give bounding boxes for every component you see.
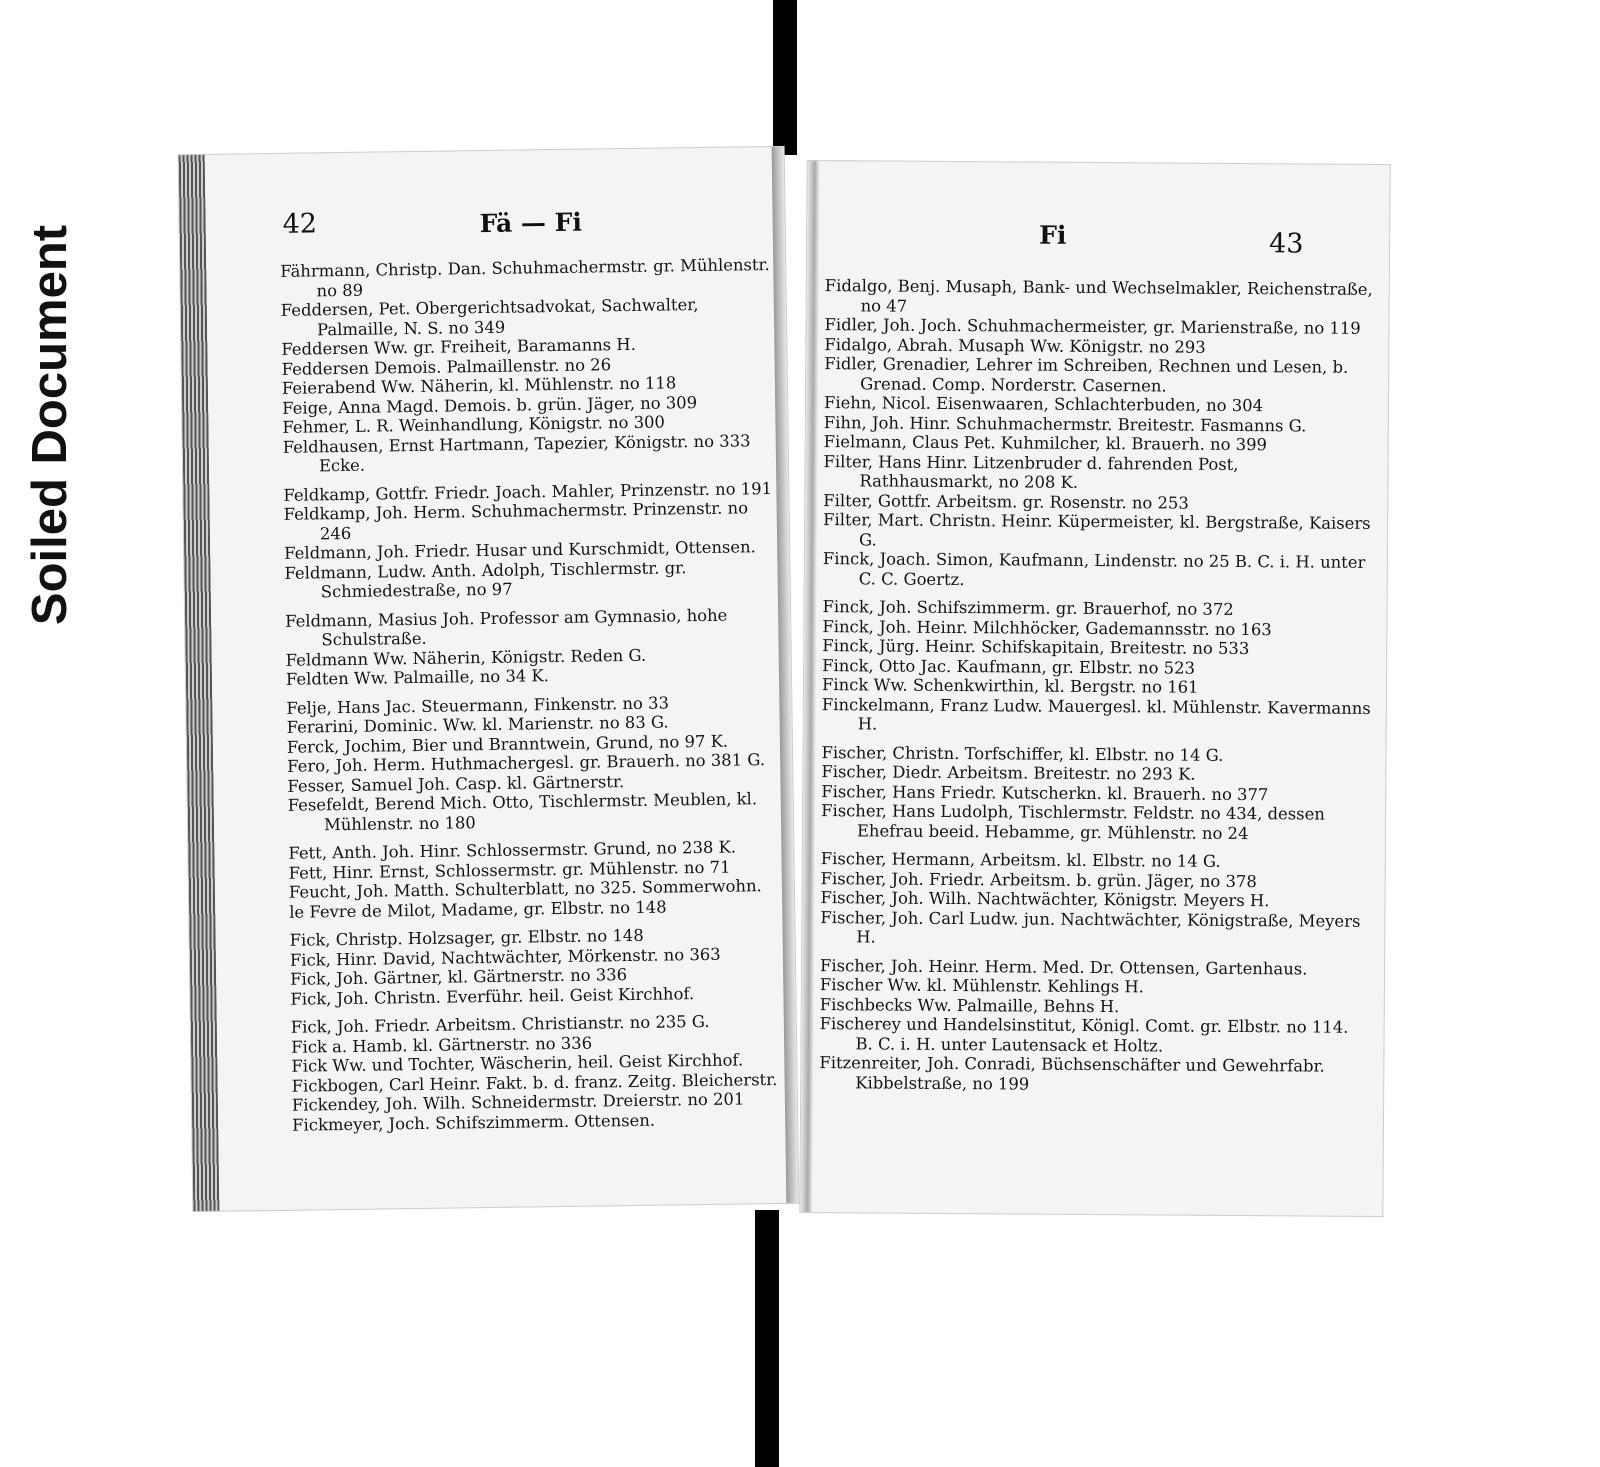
directory-entry: Finck Ww. Schenkwirthin, kl. Bergstr. no 161 [821,675,1199,697]
directory-entry: Feldten Ww. Palmaille, no 34 K. [285,666,550,689]
directory-entry: Fick, Joh. Friedr. Arbeitsm. Christianstr. no 235 G. [290,1011,710,1037]
directory-entry: Felje, Hans Jac. Steuermann, Finkenstr. no 33 [286,692,670,718]
directory-entry: Fitzenreiter, Joh. Conradi, Büchsenschäfter und Gewehrfabr. Kibbelstraße, no 199 [819,1053,1325,1094]
page-number: 43 [1269,228,1304,260]
directory-entry: Finck, Joach. Simon, Kaufmann, Lindenstr. no 25 B. C. i. H. unter C. C. Goertz. [822,549,1366,589]
right-page [800,161,1389,1216]
directory-entry: le Fevre de Milot, Madame, gr. Elbstr. no 148 [289,897,667,922]
directory-entry: Finck, Joh. Heinr. Milchhöcker, Gademannsstr. no 163 [822,616,1272,639]
directory-entry: Fickbogen, Carl Heinr. Fakt. b. d. franz. Zeitg. Bleicherstr. [291,1069,778,1096]
entry-list [280,255,787,1135]
directory-entry: Fickendey, Joh. Wilh. Schneidermstr. Dreierstr. no 201 [291,1089,745,1115]
directory-entry: Fischer, Joh. Friedr. Arbeitsm. b. grün. Jäger, no 378 [820,868,1257,891]
directory-entry: Feige, Anna Magd. Demois. b. grün. Jäger, no 309 [282,392,698,418]
directory-entry: Fischer, Hans Friedr. Kutscherkn. kl. Brauerh. no 377 [821,781,1269,804]
directory-entry: Fischer, Joh. Heinr. Herm. Med. Dr. Ottensen, Gartenhaus. [819,955,1308,978]
directory-entry: Fischbecks Ww. Palmaille, Behns H. [819,994,1120,1016]
directory-entry: Feldkamp, Gottfr. Friedr. Joach. Mahler, Prinzenstr. no 191 [283,478,773,505]
running-head: Fi [1039,220,1067,250]
directory-entry: Feldmann, Masius Joh. Professor am Gymnasio, hohe Schulstraße. [285,605,728,650]
directory-entry: Fick a. Hamb. kl. Gärtnerstr. no 336 [290,1033,593,1057]
directory-entry: Feldmann Ww. Näherin, Königstr. Reden G. [285,645,647,670]
directory-entry: Fischerey und Handelsinstitut, Königl. Comt. gr. Elbstr. no 114. B. C. i. H. unter Lautensack et Holtz. [819,1014,1349,1055]
directory-entry: Finck, Jürg. Heinr. Schifskapitain, Breitestr. no 533 [822,636,1250,659]
directory-entry: Finck, Joh. Schifszimmerm. gr. Brauerhof, no 372 [822,597,1234,619]
directory-entry: Fischer, Joh. Carl Ludw. jun. Nachtwächter, Königstraße, Meyers H. [820,907,1361,947]
directory-entry: Fielmann, Claus Pet. Kuhmilcher, kl. Brauerh. no 399 [823,432,1268,455]
directory-entry: Feldhausen, Ernst Hartmann, Tapezier, Königstr. no 333 Ecke. [282,430,751,476]
directory-entry: Fischer, Diedr. Arbeitsm. Breitestr. no 293 K. [821,762,1196,784]
directory-entry: Fett, Anth. Joh. Hinr. Schlossermstr. Grund, no 238 K. [288,837,737,863]
directory-entry: Fährmann, Christp. Dan. Schuhmachermstr. gr. Mühlenstr. no 89 [280,255,770,300]
directory-entry: Fidler, Grenadier, Lehrer im Schreiben, Rechnen und Lesen, b. Grenad. Comp. Norderstr. Casernen. [824,354,1349,395]
directory-entry: Filter, Mart. Christn. Heinr. Küpermeister, kl. Bergstraße, Kaisers G. [823,510,1371,549]
directory-entry: Fiehn, Nicol. Eisenwaaren, Schlachterbuden, no 304 [823,393,1264,416]
directory-entry: Fett, Hinr. Ernst, Schlossermstr. gr. Mühlenstr. no 71 [288,857,731,883]
directory-entry: Feierabend Ww. Näherin, kl. Mühlenstr. no 118 [281,373,677,398]
gutter-shadow [800,161,819,1212]
soiled-document-label: Soiled Document [23,224,77,626]
directory-entry: Feddersen Ww. gr. Freiheit, Baramanns H. [281,334,636,359]
directory-entry: Fehmer, L. R. Weinhandlung, Königstr. no 300 [282,412,666,437]
directory-entry: Fick, Christp. Holzsager, gr. Elbstr. no 148 [289,925,644,950]
directory-entry: Fick, Joh. Gärtner, kl. Gärtnerstr. no 336 [290,965,628,989]
directory-entry: Fischer Ww. kl. Mühlenstr. Kehlings H. [819,975,1145,997]
directory-entry: Fidalgo, Benj. Musaph, Bank- und Wechselmakler, Reichenstraße, no 47 [824,276,1373,316]
directory-entry: Feldkamp, Joh. Herm. Schuhmachermstr. Prinzenstr. no 246 [283,498,749,543]
directory-entry: Filter, Hans Hinr. Litzenbruder d. fahrenden Post, Rathhausmarkt, no 208 K. [823,451,1239,492]
directory-entry: Finckelmann, Franz Ludw. Mauergesl. kl. Mühlenstr. Kavermanns H. [821,694,1371,734]
directory-entry: Ferarini, Dominic. Ww. kl. Marienstr. no 83 G. [286,712,669,737]
directory-entry: Feldmann, Joh. Friedr. Husar und Kurschmidt, Ottensen. [284,537,756,563]
binding-bar-bottom [755,1210,779,1467]
entry-list [819,276,1375,1096]
directory-entry: Fesefeldt, Berend Mich. Otto, Tischlermstr. Meublen, kl. Mühlenstr. no 180 [287,789,758,834]
directory-entry: Fickmeyer, Joch. Schifszimmerm. Ottensen. [292,1110,656,1135]
directory-entry: Fischer, Joh. Wilh. Nachtwächter, Königstr. Meyers H. [820,888,1270,911]
directory-entry: Filter, Gottfr. Arbeitsm. gr. Rosenstr. no 253 [823,490,1189,513]
directory-entry: Feddersen Demois. Palmaillenstr. no 26 [281,354,612,379]
directory-entry: Fick, Hinr. David, Nachtwächter, Mörkenstr. no 363 [289,944,721,970]
directory-entry: Finck, Otto Jac. Kaufmann, gr. Elbstr. no 523 [822,655,1196,678]
directory-entry: Feucht, Joh. Matth. Schulterblatt, no 325. Sommerwohn. [288,876,762,902]
directory-entry: Fidler, Joh. Joch. Schuhmachermeister, gr. Marienstraße, no 119 [824,315,1361,338]
directory-entry: Fick Ww. und Tochter, Wäscherin, heil. Geist Kirchhof. [291,1050,744,1076]
page-number: 42 [282,208,318,240]
directory-entry: Feddersen, Pet. Obergerichtsadvokat, Sachwalter, Palmaille, N. S. no 349 [280,295,699,339]
directory-entry: Fick, Joh. Christn. Everführ. heil. Geist Kirchhof. [290,983,695,1009]
page-edge [179,155,220,1211]
binding-bar-top [773,0,797,155]
directory-entry: Ferck, Jochim, Bier und Branntwein, Grund, no 97 K. [286,731,729,757]
directory-entry: Feldmann, Ludw. Anth. Adolph, Tischlermstr. gr. Schmiedestraße, no 97 [284,557,687,602]
directory-entry: Fischer, Hans Ludolph, Tischlermstr. Feldstr. no 434, dessen Ehefrau beeid. Hebamme, gr. Mühlenstr. no 24 [821,801,1325,843]
directory-entry: Fesser, Samuel Joh. Casp. kl. Gärtnerstr. [287,771,625,796]
running-head: Fä — Fi [479,207,583,239]
directory-entry: Fischer, Christn. Torfschiffer, kl. Elbstr. no 14 G. [821,742,1224,765]
left-page [179,147,799,1211]
directory-entry: Fero, Joh. Herm. Huthmachergesl. gr. Brauerh. no 381 G. [287,750,766,776]
directory-entry: Fidalgo, Abrah. Musaph Ww. Königstr. no 293 [824,334,1206,357]
directory-entry: Fischer, Hermann, Arbeitsm. kl. Elbstr. no 14 G. [820,849,1221,871]
directory-entry: Fihn, Joh. Hinr. Schuhmachermstr. Breitestr. Fasmanns G. [823,412,1307,435]
